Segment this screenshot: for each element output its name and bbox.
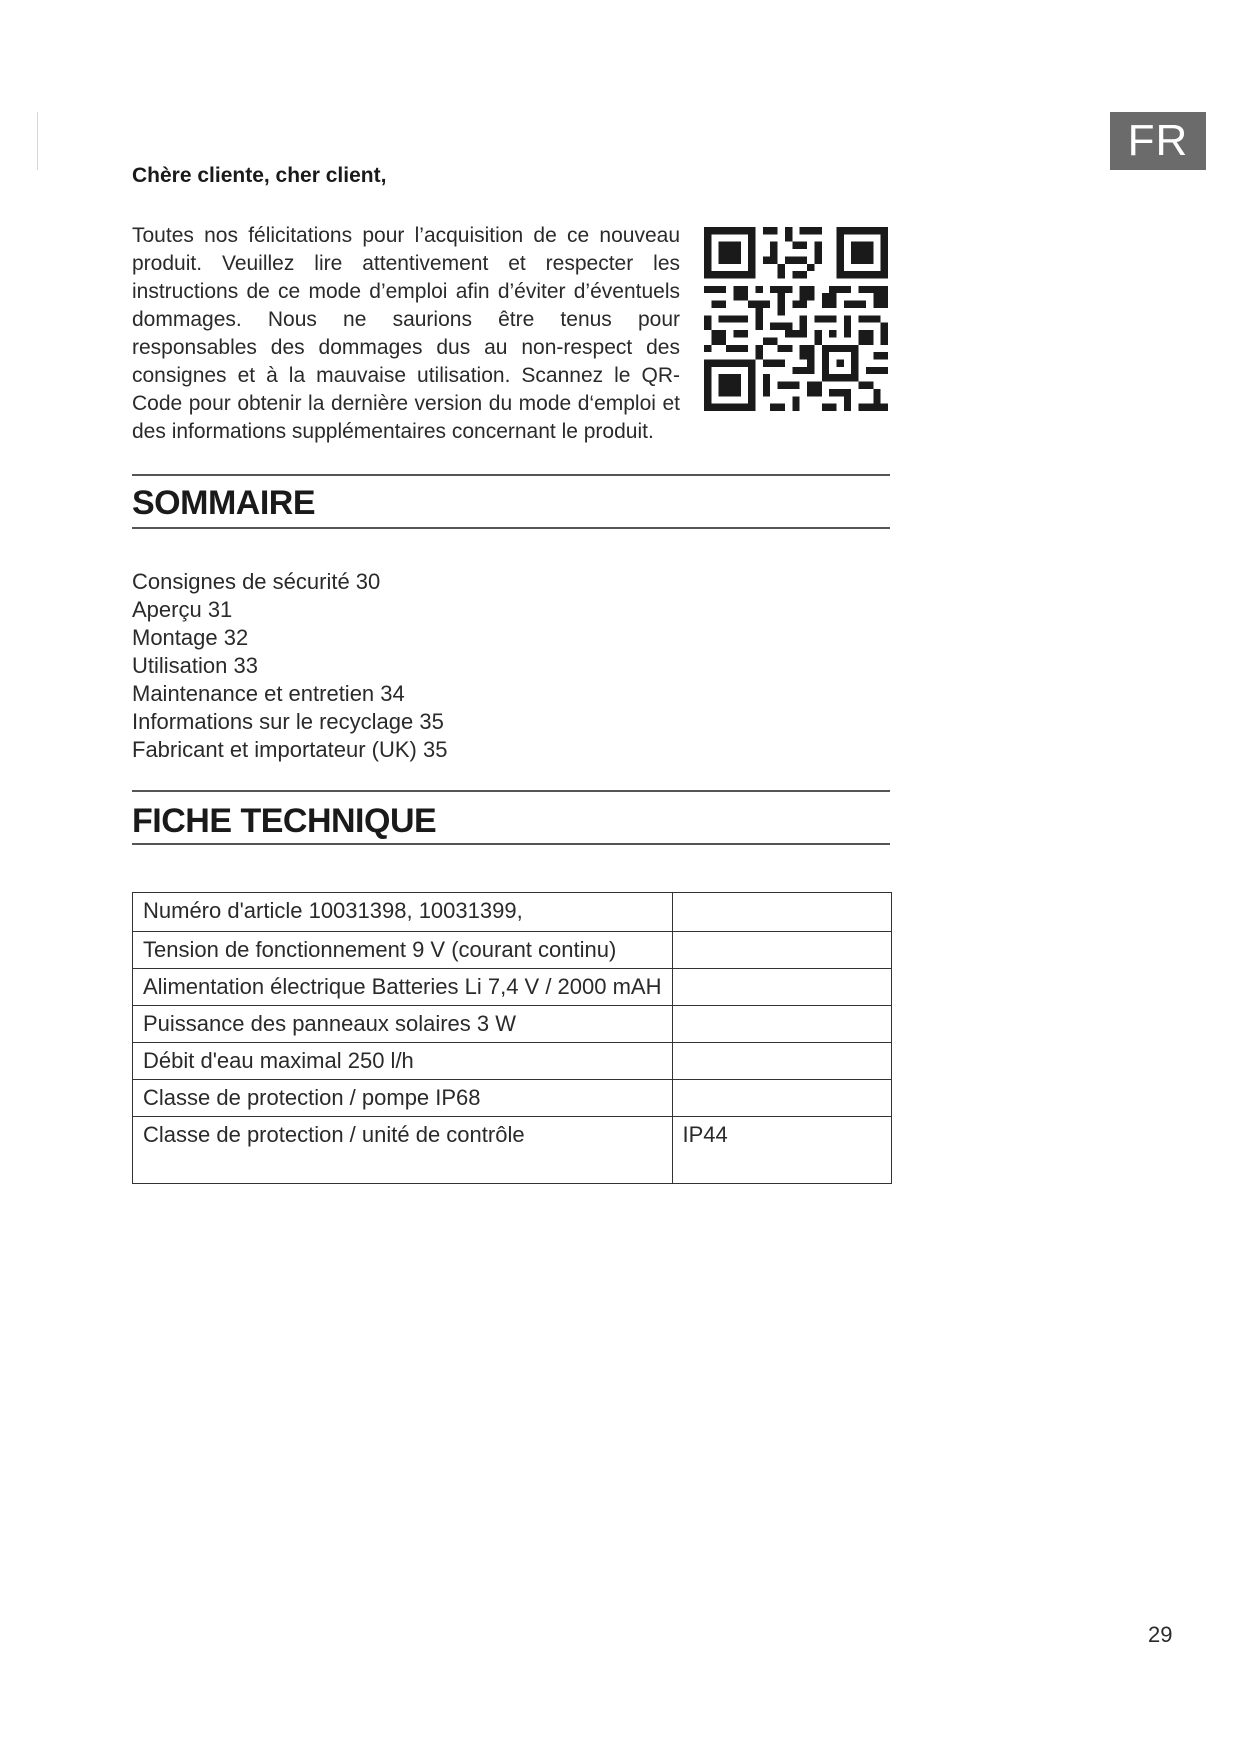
spec-value — [672, 932, 892, 969]
spec-value — [672, 969, 892, 1006]
spec-value — [672, 1080, 892, 1117]
sommaire-bottom-rule — [132, 527, 890, 529]
spec-value — [672, 1043, 892, 1080]
fiche-title: FICHE TECHNIQUE — [132, 802, 437, 840]
spec-label: Numéro d'article 10031398, 10031399, — [133, 893, 673, 932]
sommaire-top-rule — [132, 474, 890, 476]
table-row — [133, 969, 892, 1006]
toc-item[interactable]: Montage 32 — [132, 625, 249, 650]
table-of-contents — [132, 568, 447, 764]
spec-label: Classe de protection / unité de contrôle — [133, 1117, 673, 1184]
spec-table — [132, 892, 892, 1184]
table-row — [133, 893, 892, 932]
spec-label: Alimentation électrique Batteries Li 7,4 V / 2000 mAH — [133, 969, 673, 1006]
fiche-top-rule — [132, 790, 890, 792]
spec-label: Tension de fonctionnement 9 V (courant continu) — [133, 932, 673, 969]
toc-item[interactable]: Utilisation 33 — [132, 653, 258, 678]
page-number: 29 — [1148, 1622, 1173, 1647]
language-badge: FR — [1110, 112, 1206, 170]
table-row — [133, 1080, 892, 1117]
spec-label: Classe de protection / pompe IP68 — [133, 1080, 673, 1117]
table-row — [133, 932, 892, 969]
spec-value — [672, 1006, 892, 1043]
sommaire-title: SOMMAIRE — [132, 484, 315, 522]
table-row — [133, 1006, 892, 1043]
toc-item[interactable]: Aperçu 31 — [132, 597, 233, 622]
intro-paragraph: Toutes nos félicitations pour l’acquisition de ce nouveau produit. Veuillez lire attentivement et respecter les instructions de ce mode d’emploi afin d’éviter d’éventuels dommages. Nous ne saurions être tenus pour responsables des dommages dus au non-respect des consignes et à la mauvaise utilisation. Scannez le QR-Code pour obtenir la dernière version du mode d‘emploi et des informations supplémentaires concernant le produit. — [132, 224, 680, 443]
margin-rule — [37, 112, 38, 170]
spec-label: Débit d'eau maximal 250 l/h — [133, 1043, 673, 1080]
toc-item[interactable]: Maintenance et entretien 34 — [132, 681, 405, 706]
qr-code-icon — [704, 226, 888, 412]
toc-item[interactable]: Informations sur le recyclage 35 — [132, 709, 444, 734]
toc-item[interactable]: Fabricant et importateur (UK) 35 — [132, 737, 448, 762]
greeting: Chère cliente, cher client, — [132, 164, 387, 187]
table-row — [133, 1117, 892, 1184]
toc-item[interactable]: Consignes de sécurité 30 — [132, 569, 381, 594]
spec-value: IP44 — [672, 1117, 892, 1184]
fiche-bottom-rule — [132, 843, 890, 845]
table-row — [133, 1043, 892, 1080]
spec-label: Puissance des panneaux solaires 3 W — [133, 1006, 673, 1043]
spec-value — [672, 893, 892, 932]
